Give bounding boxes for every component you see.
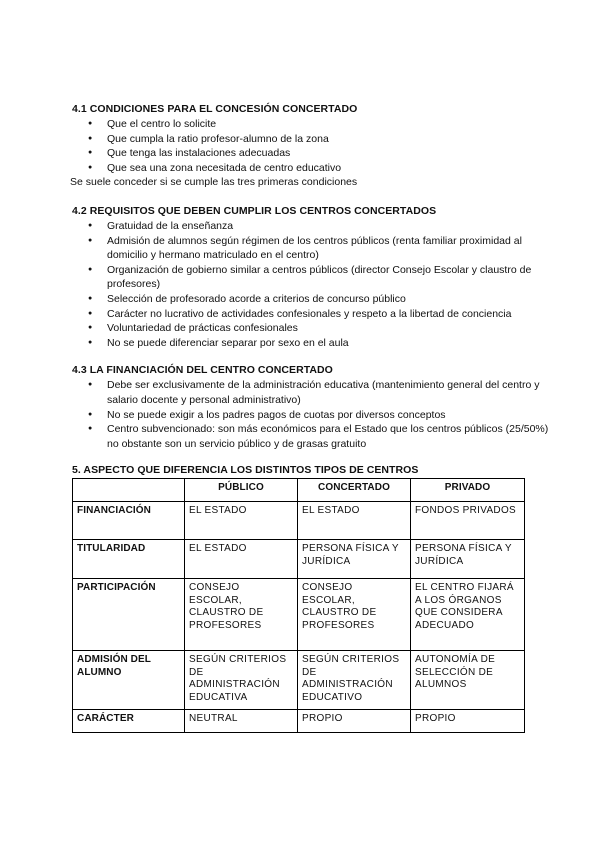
table-cell: PROPIO [298,709,411,732]
table-row [73,540,525,579]
table-cell: EL CENTRO FIJARÁ A LOS ÓRGANOS QUE CONSIDERA ADECUADO [411,579,525,651]
section-title-financing: 4.3 LA FINANCIACIÓN DEL CENTRO CONCERTADO [72,364,333,377]
list-item: ● Admisión de alumnos según régimen de los centros públicos (renta familiar proximidad al domicilio y hermano matriculado en el centro) [88,234,550,263]
table-cell: PROPIO [411,709,525,732]
row-header: ADMISIÓN DEL ALUMNO [73,651,185,709]
list-item: ● Que sea una zona necesitada de centro educativo [88,161,550,176]
list-item: ● Gratuidad de la enseñanza [88,219,550,234]
table-cell: EL ESTADO [185,540,298,579]
conditions-list [72,117,550,175]
list-item: ● Voluntariedad de prácticas confesionales [88,321,550,336]
section-title-requirements: 4.2 REQUISITOS QUE DEBEN CUMPLIR LOS CENTROS CONCERTADOS [72,204,437,217]
header-cell-publico: PÚBLICO [185,479,298,502]
list-item: ● Que tenga las instalaciones adecuadas [88,146,550,161]
header-cell-empty [73,479,185,502]
header-cell-privado: PRIVADO [411,479,525,502]
table-row [73,579,525,651]
table-cell: CONSEJO ESCOLAR, CLAUSTRO DE PROFESORES [298,579,411,651]
section-requirements [72,204,550,350]
row-header: TITULARIDAD [73,540,185,579]
section-conditions [72,102,550,190]
row-header: CARÁCTER [73,709,185,732]
financing-list [72,378,550,451]
header-cell-concertado: CONCERTADO [298,479,411,502]
list-item: ● Centro subvencionado: son más económicos para el Estado que los centros públicos (25/50%) no obstante son un servicio público y de grasas gratuito [88,422,550,451]
conditions-note: Se suele conceder si se cumple las tres primeras condiciones [70,176,358,189]
section-title-conditions: 4.1 CONDICIONES PARA EL CONCESIÓN CONCERTADO [72,103,358,115]
table-cell: SEGÚN CRITERIOS DE ADMINISTRACIÓN EDUCATIVA [185,651,298,709]
table-cell: AUTONOMÍA DE SELECCIÓN DE ALUMNOS [411,651,525,709]
section-comparison [72,463,550,732]
table-cell: NEUTRAL [185,709,298,732]
table-cell: PERSONA FÍSICA Y JURÍDICA [298,540,411,579]
table-row [73,709,525,732]
table-row [73,651,525,709]
table-cell: CONSEJO ESCOLAR, CLAUSTRO DE PROFESORES [185,579,298,651]
table-cell: SEGÚN CRITERIOS DE ADMINISTRACIÓN EDUCATIVO [298,651,411,709]
table-cell: FONDOS PRIVADOS [411,502,525,540]
list-item: ● Que cumpla la ratio profesor-alumno de la zona [88,132,550,147]
table-cell: PERSONA FÍSICA Y JURÍDICA [411,540,525,579]
comparison-table [72,478,525,732]
list-item: ● Carácter no lucrativo de actividades confesionales y respeto a la libertad de conciencia [88,307,550,322]
list-item: ● No se puede exigir a los padres pagos de cuotas por diversos conceptos [88,408,550,423]
section-title-comparison: 5. ASPECTO QUE DIFERENCIA LOS DISTINTOS TIPOS DE CENTROS [72,464,419,477]
row-header: PARTICIPACIÓN [73,579,185,651]
section-financing [72,363,550,451]
list-item: ● Que el centro lo solicite [88,117,550,132]
row-header: FINANCIACIÓN [73,502,185,540]
table-row [73,502,525,540]
table-header-row [73,479,525,502]
list-item: ● Debe ser exclusivamente de la administración educativa (mantenimiento general del centro y salario docente y personal administrativo) [88,378,550,407]
table-cell: EL ESTADO [298,502,411,540]
list-item: ● No se puede diferenciar separar por sexo en el aula [88,336,550,351]
list-item: ● Selección de profesorado acorde a criterios de concurso público [88,292,550,307]
requirements-list [72,219,550,350]
list-item: ● Organización de gobierno similar a centros públicos (director Consejo Escolar y claustro de profesores) [88,263,550,292]
table-cell: EL ESTADO [185,502,298,540]
